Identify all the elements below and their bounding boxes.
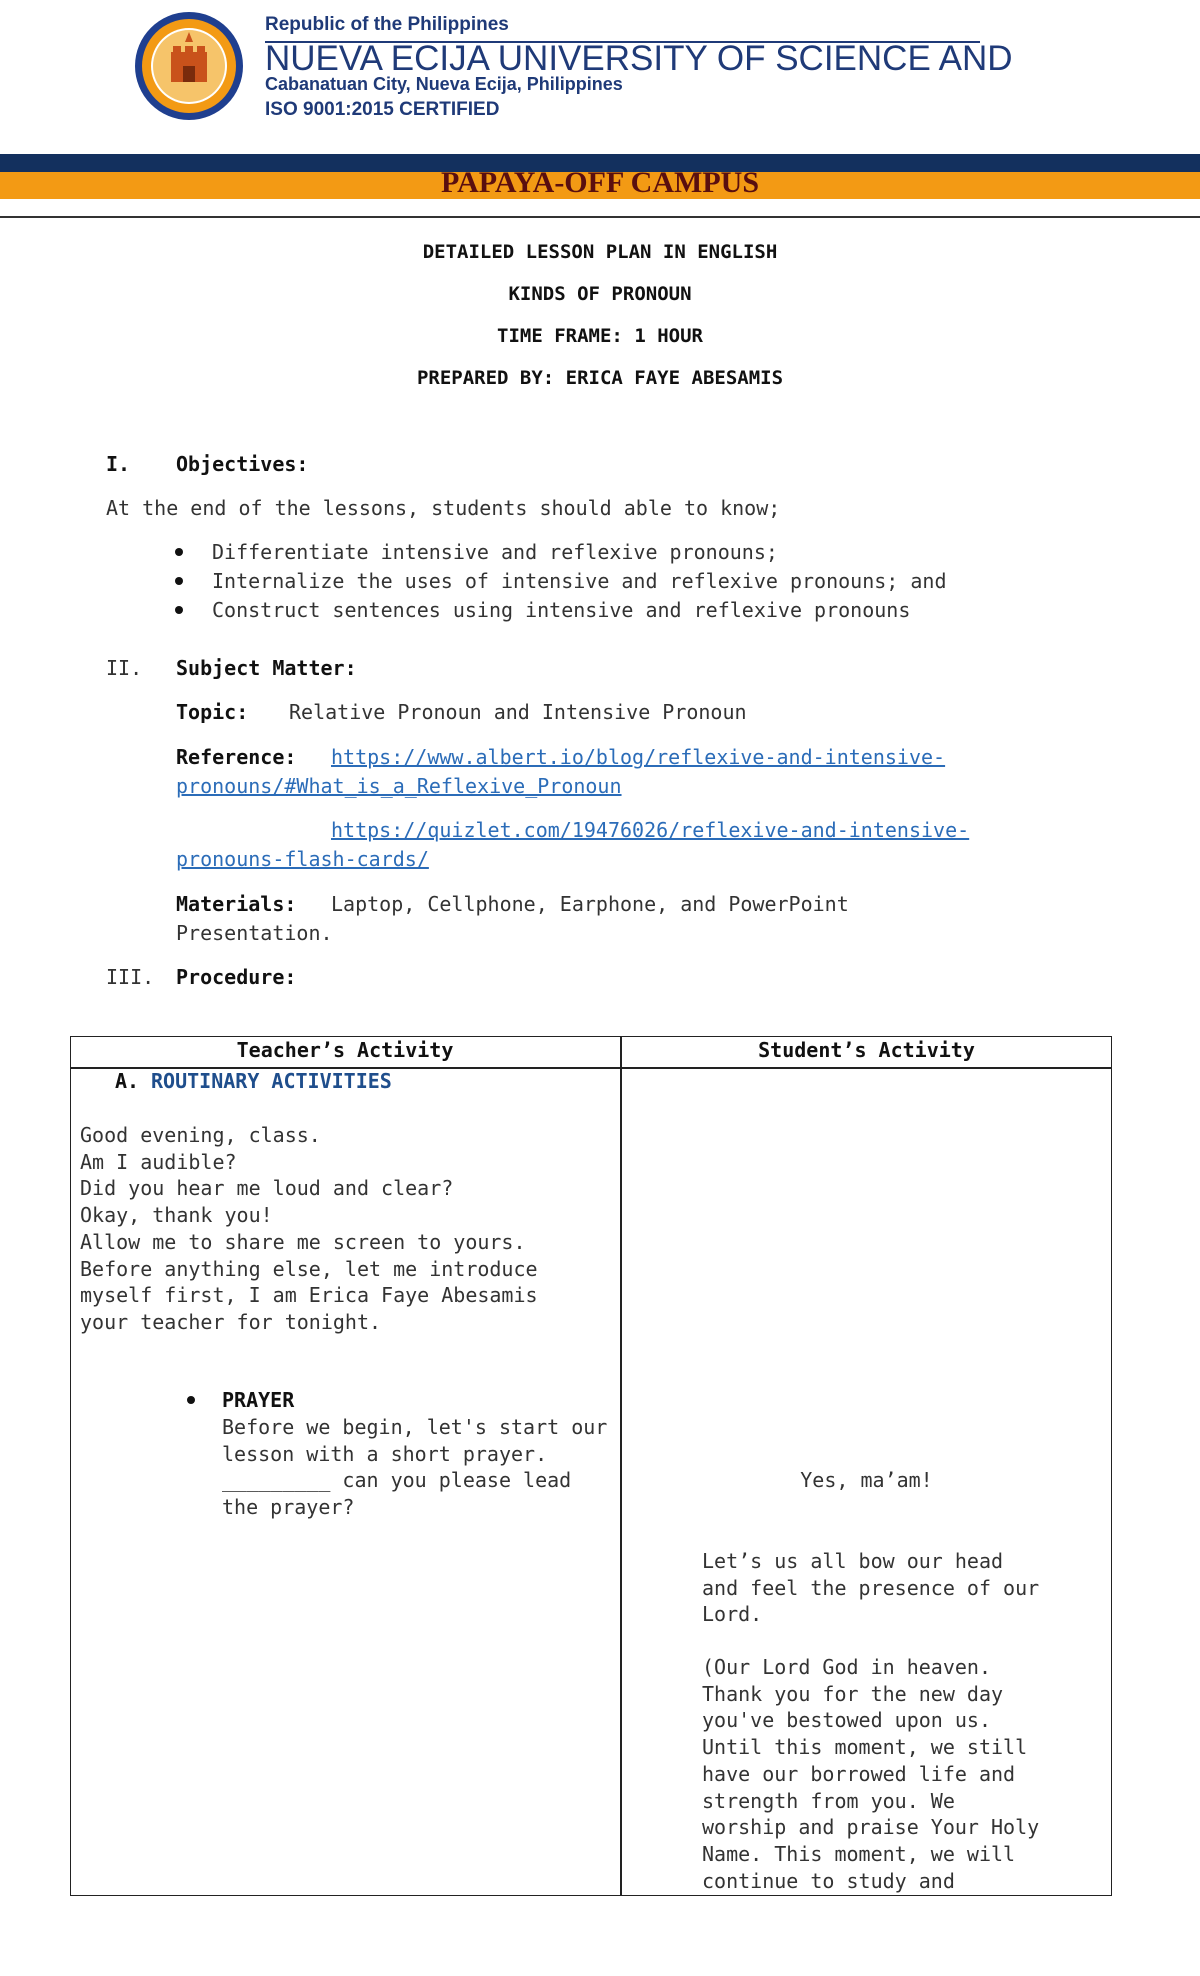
reference-label: Reference: [176, 745, 297, 769]
bullet-icon [187, 1396, 195, 1404]
iso-certification: ISO 9001:2015 CERTIFIED [265, 99, 500, 120]
teacher-greeting: Good evening, class. Am I audible? Did you hear me loud and clear? Okay, thank you! Allow me to share me screen to yours. Before anything else, let me introduce myself first, I am Erica Faye Abesamis your teacher for tonight. [80, 1123, 538, 1334]
objectives-numeral: I. [106, 452, 131, 476]
prepared-by: PREPARED BY: ERICA FAYE ABESAMIS [416, 367, 784, 389]
time-frame: TIME FRAME: 1 HOUR [497, 325, 703, 347]
campus-title: PAPAYA-OFF CAMPUS [440, 166, 760, 199]
topic-value: Relative Pronoun and Intensive Pronoun [289, 700, 747, 724]
objective-item: Construct sentences using intensive and reflexive pronouns [212, 598, 911, 622]
lesson-plan-title: DETAILED LESSON PLAN IN ENGLISH [422, 241, 778, 263]
procedure-numeral: III. [106, 965, 155, 989]
section-title: ROUTINARY ACTIVITIES [151, 1069, 392, 1093]
objective-item: Internalize the uses of intensive and reflexive pronouns; and [212, 569, 947, 593]
subject-matter-numeral: II. [106, 656, 143, 680]
prayer-instructions: Before we begin, let's start our lesson with a short prayer. _________ can you please lead the prayer? [222, 1415, 608, 1520]
subject-matter-heading: Subject Matter: [176, 656, 357, 680]
student-activity-header: Student’s Activity [758, 1038, 975, 1062]
topic-label: Topic: [176, 700, 249, 724]
bullet-icon [175, 606, 183, 614]
objectives-heading: Objectives: [176, 452, 309, 476]
university-seal-logo [133, 10, 245, 122]
teacher-activity-header: Teacher’s Activity [236, 1038, 454, 1062]
materials-value-cont: Presentation. [176, 921, 333, 945]
reference-link-quizlet-cont[interactable]: pronouns-flash-cards/ [176, 847, 429, 871]
procedure-heading: Procedure: [176, 965, 297, 989]
reference-link-albert-cont[interactable]: pronouns/#What_is_a_Reflexive_Pronoun [176, 774, 622, 798]
table-column-divider [620, 1036, 622, 1896]
reference-link-albert[interactable]: https://www.albert.io/blog/reflexive-and-intensive- [331, 745, 946, 769]
section-letter: A. [115, 1069, 140, 1093]
student-prayer-intro: Let’s us all bow our head and feel the presence of our Lord. [702, 1549, 1040, 1627]
materials-label: Materials: [176, 892, 297, 916]
student-prayer-text: (Our Lord God in heaven. Thank you for the new day you've bestowed upon us. Until this moment, we still have our borrowed life and strength from you. We worship and praise Your Holy Name. This moment, we will continue to study and [702, 1655, 1040, 1893]
header-divider [0, 216, 1200, 218]
university-name: NUEVA ECIJA UNIVERSITY OF SCIENCE AND [265, 39, 1013, 78]
republic-label: Republic of the Philippines [265, 14, 509, 35]
reference-link-quizlet[interactable]: https://quizlet.com/19476026/reflexive-and-intensive- [331, 818, 970, 842]
bullet-icon [175, 577, 183, 585]
university-address: Cabanatuan City, Nueva Ecija, Philippines [265, 74, 623, 94]
objective-item: Differentiate intensive and reflexive pronouns; [212, 540, 778, 564]
student-reply: Yes, ma’am! [800, 1468, 933, 1492]
prayer-label: PRAYER [222, 1388, 295, 1412]
lesson-topic-title: KINDS OF PRONOUN [508, 283, 692, 305]
materials-value: Laptop, Cellphone, Earphone, and PowerPoint [331, 892, 849, 916]
bullet-icon [175, 548, 183, 556]
objectives-intro: At the end of the lessons, students should able to know; [106, 496, 781, 520]
